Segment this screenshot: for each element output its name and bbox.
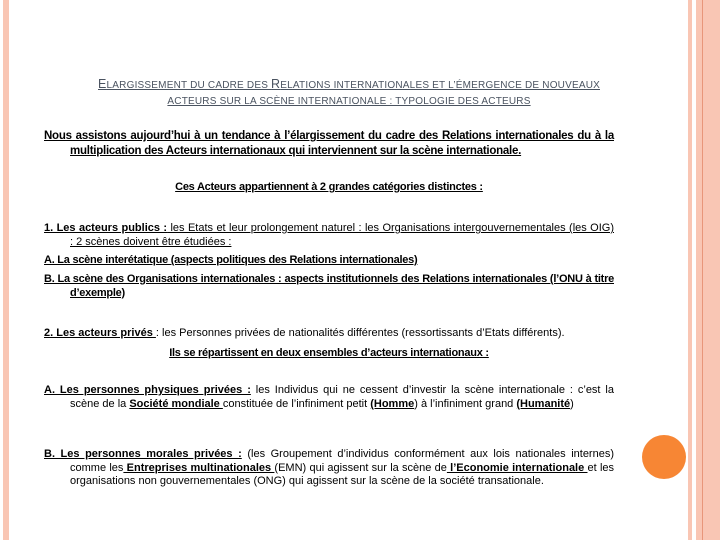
- text: ) à l’infiniment grand: [414, 397, 517, 410]
- text: et les organisations non gouvernementales (ONG) qui agissent sur la scène de la société transationale.: [70, 461, 615, 487]
- categories-heading: Ces Acteurs appartiennent à 2 grandes catégories distinctes :: [175, 181, 483, 193]
- keyword: Société mondiale: [129, 397, 223, 410]
- text: (EMN) qui agissent sur la scène de: [274, 461, 447, 474]
- keyword: (Homme: [370, 397, 415, 410]
- title-text: LARGISSEMENT DU CADRE DES: [106, 80, 272, 91]
- keyword: (Humanité: [516, 397, 571, 410]
- public-scene-b: B. La scène des Organisations internationales : aspects institutionnels des Relations internationales (l’ONU à titre d’exemple): [44, 273, 614, 299]
- title-line-2: ACTEURS SUR LA SCÈNE INTERNATIONALE : TYPOLOGIE DES ACTEURS: [167, 96, 531, 107]
- private-a-paragraph: [44, 384, 614, 411]
- left-decor-stripe: [3, 0, 9, 540]
- right-decor-stripe-thin: [688, 0, 692, 540]
- decor-circle: [642, 435, 686, 479]
- title-cap: E: [98, 77, 107, 91]
- text: (les Groupement d’individus conformément aux lois nationales internes) comme les: [70, 448, 614, 474]
- title-line-1: [44, 76, 654, 94]
- private-b-paragraph: [44, 448, 614, 489]
- text: constituée de l’infiniment petit: [222, 397, 371, 410]
- right-decor-line: [702, 0, 703, 540]
- text: ): [570, 397, 574, 410]
- private-b-label: B. Les personnes morales privées :: [44, 448, 242, 460]
- intro-paragraph: Nous assistons aujourd’hui à un tendance à l’élargissement du cadre des Relations internationales du à la multiplication des Acteurs internationaux qui interviennent sur la scène internationale.: [44, 130, 614, 157]
- title-text: ELATIONS INTERNATIONALES ET L’ÉMERGENCE DE NOUVEAUX: [280, 80, 600, 91]
- title-cap: R: [271, 77, 281, 91]
- private-actors-text: : les Personnes privées de nationalités différentes (ressortissants d’Etats différents).: [155, 327, 565, 339]
- public-actors-text: les Etats et leur prolongement naturel : les Organisations intergouvernementales (les OIG) : 2 scènes doivent être étudiées :: [70, 222, 614, 248]
- public-actors-paragraph: [44, 222, 614, 249]
- private-subheading: Ils se répartissent en deux ensembles d’acteurs internationaux :: [169, 347, 489, 359]
- slide-title: [44, 76, 654, 110]
- public-actors-label: 1. Les acteurs publics :: [44, 222, 168, 234]
- keyword: Entreprises multinationales: [123, 461, 275, 474]
- right-decor-stripe-wide: [696, 0, 720, 540]
- private-actors-label: 2. Les acteurs privés: [44, 327, 156, 339]
- text: les Individus qui ne cessent d’investir la scène internationale : c’est la scène de la: [70, 384, 614, 410]
- private-a-label: A. Les personnes physiques privées :: [44, 384, 251, 396]
- keyword: l’Economie internationale: [446, 461, 588, 474]
- private-actors-paragraph: [44, 327, 614, 341]
- public-scene-a: A. La scène interétatique (aspects politiques des Relations internationales): [44, 254, 418, 266]
